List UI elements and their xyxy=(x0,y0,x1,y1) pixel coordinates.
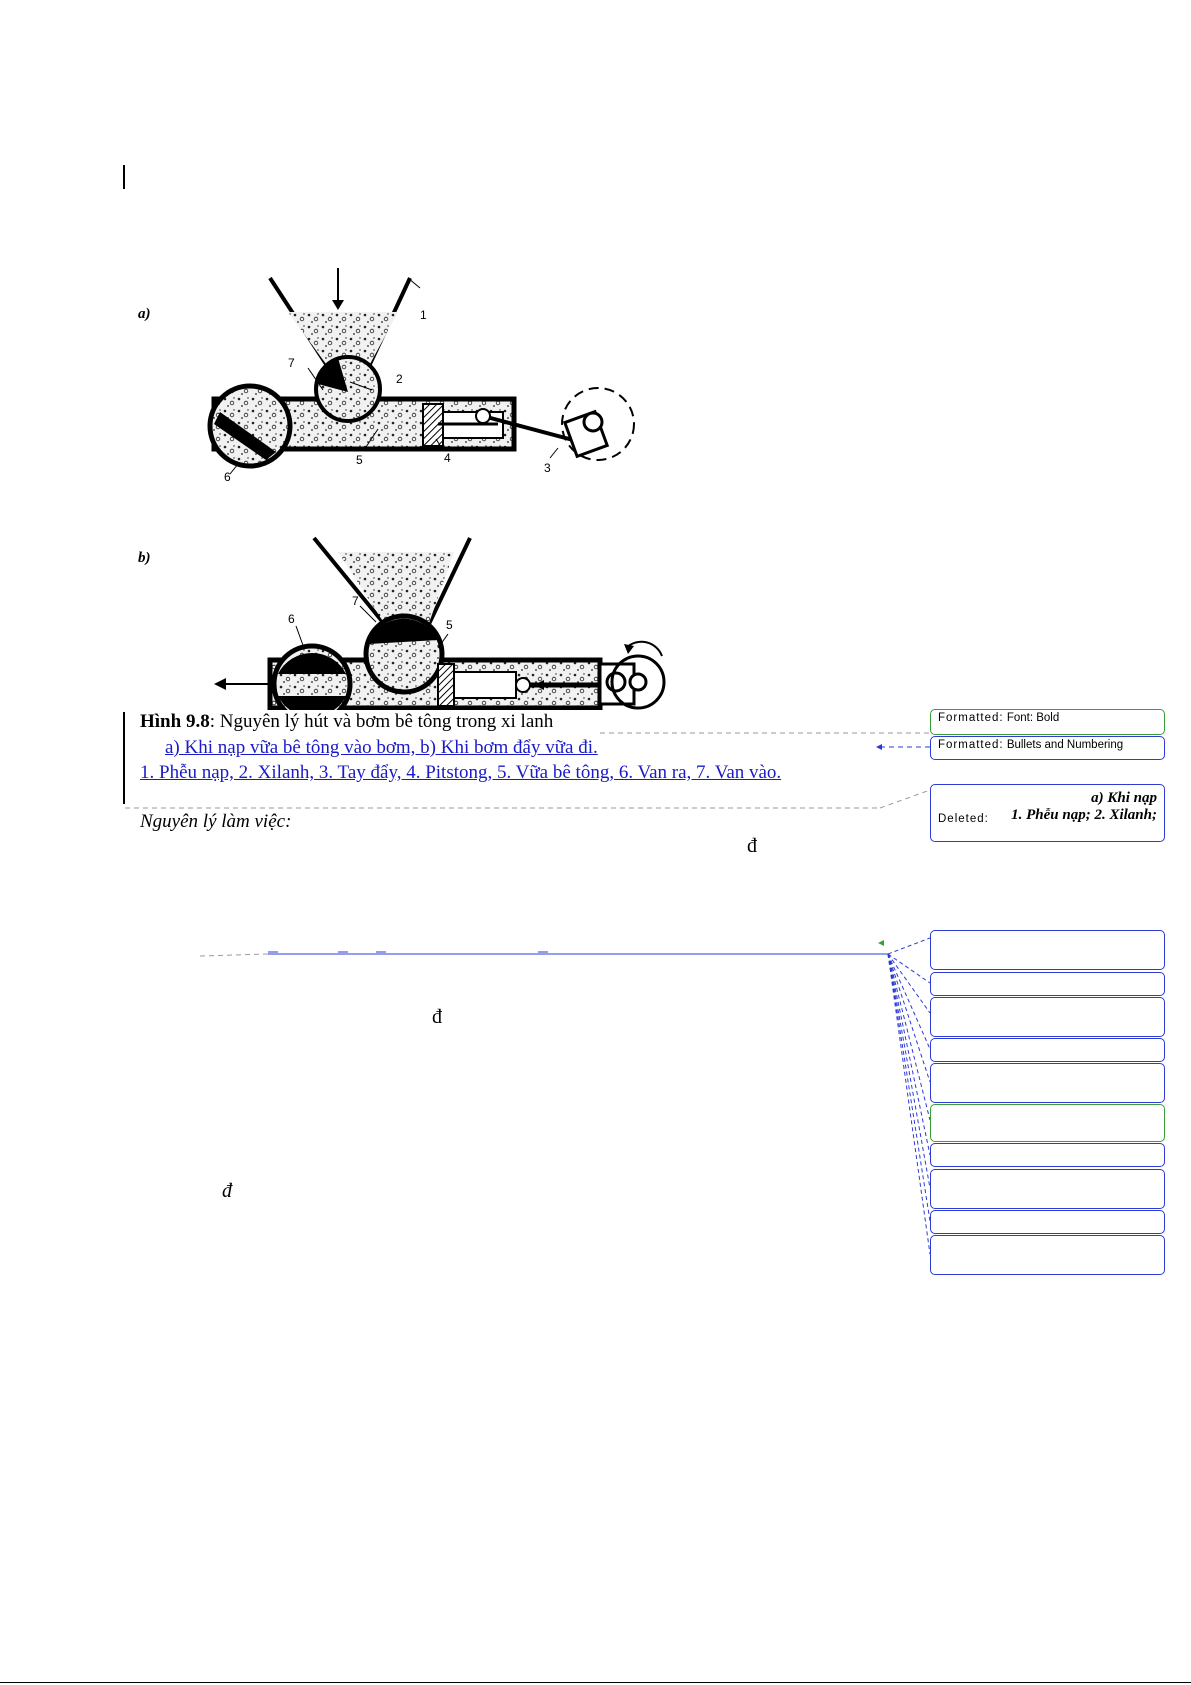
caption-parts-list: 1. Phễu nạp, 2. Xilanh, 3. Tay đẩy, 4. Pitstong, 5. Vữa bê tông, 6. Van ra, 7. Van vào. xyxy=(140,762,782,783)
comment-balloon-empty[interactable] xyxy=(930,1038,1165,1062)
comment-balloon-empty[interactable] xyxy=(930,1169,1165,1209)
part-number-2: 2 xyxy=(396,372,403,386)
stray-character: đ xyxy=(747,835,757,857)
comment-balloon-empty[interactable] xyxy=(930,997,1165,1037)
figure-caption-title xyxy=(140,711,553,733)
comment-balloon-empty[interactable] xyxy=(930,930,1165,970)
part-number-3: 3 xyxy=(544,461,551,475)
part-number-7: 7 xyxy=(288,356,295,370)
comment-balloon-formatted-bullets[interactable] xyxy=(930,736,1165,760)
comment-balloon-formatted-bold[interactable] xyxy=(930,709,1165,735)
figure-number: Hình 9.8 xyxy=(140,711,210,732)
comment-balloon-empty[interactable] xyxy=(930,1063,1165,1103)
panel-b-label: b) xyxy=(138,550,151,566)
page-bottom-rule xyxy=(0,1682,1191,1683)
panel-a-label: a) xyxy=(138,306,151,322)
comment-balloon-deleted[interactable] xyxy=(930,784,1165,842)
change-bar-top xyxy=(123,165,125,189)
part-number-6: 6 xyxy=(224,470,231,484)
comment-balloon-empty[interactable] xyxy=(930,1104,1165,1142)
comment-balloon-empty[interactable] xyxy=(930,1210,1165,1234)
pump-diagram-figure xyxy=(138,264,682,710)
balloon-text: Font: Bold xyxy=(1006,712,1060,724)
deleted-line-1: a) Khi nạp xyxy=(1091,790,1157,806)
comment-balloon-empty[interactable] xyxy=(930,972,1165,996)
part-number-1: 1 xyxy=(420,308,427,322)
part-number-5: 5 xyxy=(356,453,363,467)
balloon-prefix: Formatted: xyxy=(938,739,1004,751)
balloon-text: Bullets and Numbering xyxy=(1006,739,1124,751)
stray-character: đ xyxy=(432,1006,442,1028)
comment-balloon-empty[interactable] xyxy=(930,1143,1165,1167)
part-number-b6: 6 xyxy=(288,612,295,626)
part-number-b7: 7 xyxy=(352,594,359,608)
comment-balloon-empty[interactable] xyxy=(930,1235,1165,1275)
part-number-b5: 5 xyxy=(446,618,453,632)
stray-character: đ xyxy=(222,1180,232,1202)
balloon-prefix: Deleted: xyxy=(938,813,989,825)
working-principle-heading: Nguyên lý làm việc: xyxy=(140,811,292,832)
balloon-prefix: Formatted: xyxy=(938,712,1004,724)
change-bar-caption xyxy=(123,712,125,804)
pump-diagram-svg xyxy=(138,264,682,710)
figure-title: : Nguyên lý hút và bơm bê tông trong xi lanh xyxy=(209,711,554,732)
deleted-line-2-row xyxy=(938,807,1157,827)
caption-subparts: a) Khi nạp vữa bê tông vào bơm, b) Khi bơm đẩy vữa đi. xyxy=(165,737,598,758)
part-number-4: 4 xyxy=(444,451,451,465)
deleted-line-2: 1. Phễu nạp; 2. Xilanh; xyxy=(1011,807,1157,823)
